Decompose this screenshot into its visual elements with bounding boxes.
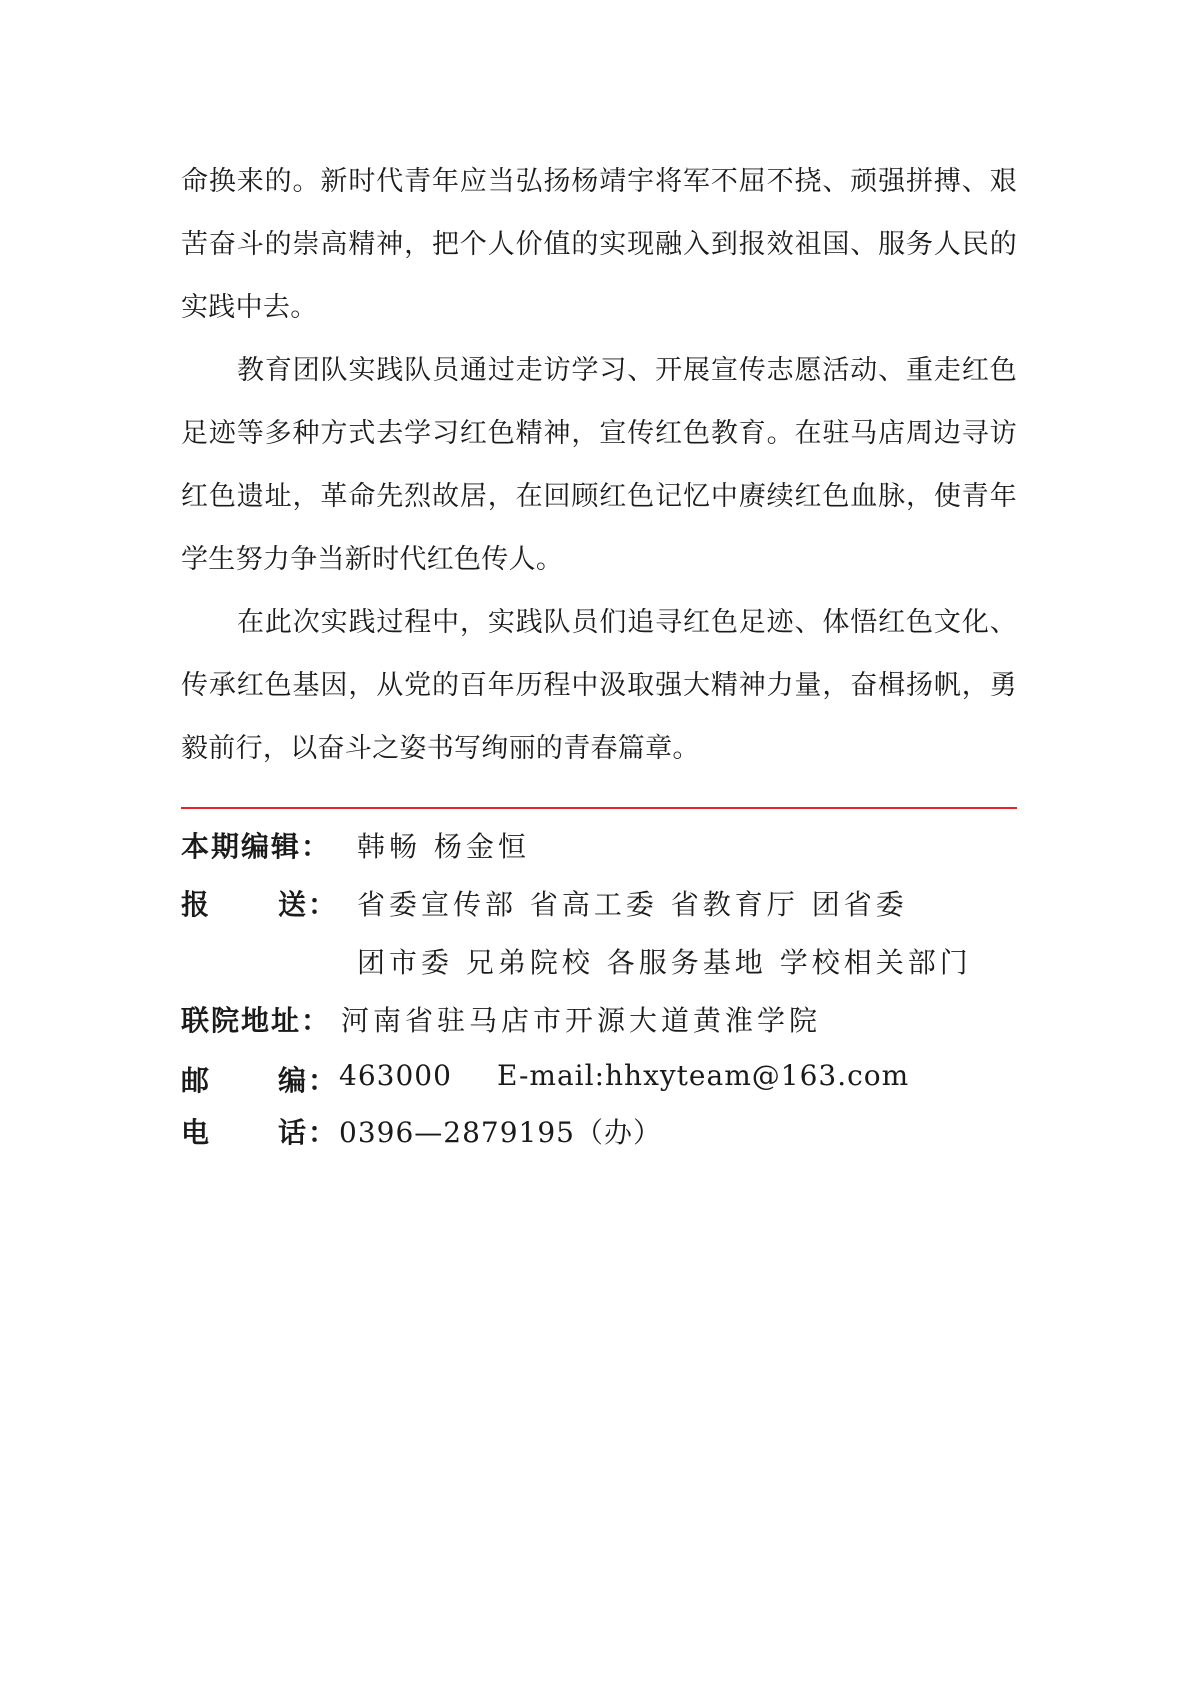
body-text — [181, 150, 1017, 780]
email-address: E-mail:hhxyteam@163.com — [497, 1059, 910, 1092]
address-label: 联院地址： — [181, 1004, 332, 1037]
zip-code: 463000 — [339, 1059, 452, 1092]
distribution-line-1: 省委宣传部 省高工委 省教育厅 团省委 — [357, 888, 908, 921]
editor-names: 韩畅 杨金恒 — [357, 830, 530, 863]
paragraph-activities: 教育团队实践队员通过走访学习、开展宣传志愿活动、重走红色足迹等多种方式去学习红色精神，宣传红色教育。在驻马店周边寻访红色遗址，革命先烈故居，在回顾红色记忆中赓续红色血脉，使青年学生努力争当新时代红色传人。 — [181, 355, 1017, 575]
document-page: 命换来的。新时代青年应当弘扬杨靖宇将军不屈不挠、顽强拼搏、艰苦奋斗的崇高精神，把个人价值的实现融入到报效祖国、服务人民的实践中去。 教育团队实践队员通过走访学习、开展宣传志愿活动、重走红色足迹等多种方式去学习红色精神，宣传红色教育。在驻马店周边寻访红色遗址，革命先烈故居，在回顾红色记忆中赓续红色血脉，使青年学生努力争当新时代红色传人。 在此次实践过程中，实践队员们追寻红色足迹、体悟红色文化、传承红色基因，从党的百年历程中汲取强大精神力量，奋楫扬帆，勇毅前行，以奋斗之姿书写绚丽的青春篇章。 本期编辑： 韩畅 杨金恒 报 送： 省委宣传部 省高工委 省教育厅 团省委 团市委 兄弟院校 各服务基地 学校相关部门 联院地址： 河南省驻马店市开源大道黄淮学院 邮 编： 463000 E-mail:hhxyteam@163.com 电 话： 0396—2879195（办） — [0, 0, 1191, 1684]
editor-label: 本期编辑： — [181, 830, 332, 863]
paragraph-conclusion: 在此次实践过程中，实践队员们追寻红色足迹、体悟红色文化、传承红色基因，从党的百年历程中汲取强大精神力量，奋楫扬帆，勇毅前行，以奋斗之姿书写绚丽的青春篇章。 — [181, 607, 1017, 764]
phone-number: 0396—2879195（办） — [339, 1116, 662, 1149]
distribution-line-2: 团市委 兄弟院校 各服务基地 学校相关部门 — [357, 946, 972, 979]
red-divider — [181, 807, 1017, 809]
paragraph-continuation: 命换来的。新时代青年应当弘扬杨靖宇将军不屈不挠、顽强拼搏、艰苦奋斗的崇高精神，把个人价值的实现融入到报效祖国、服务人民的实践中去。 — [181, 166, 1017, 323]
address-value: 河南省驻马店市开源大道黄淮学院 — [341, 1004, 822, 1037]
